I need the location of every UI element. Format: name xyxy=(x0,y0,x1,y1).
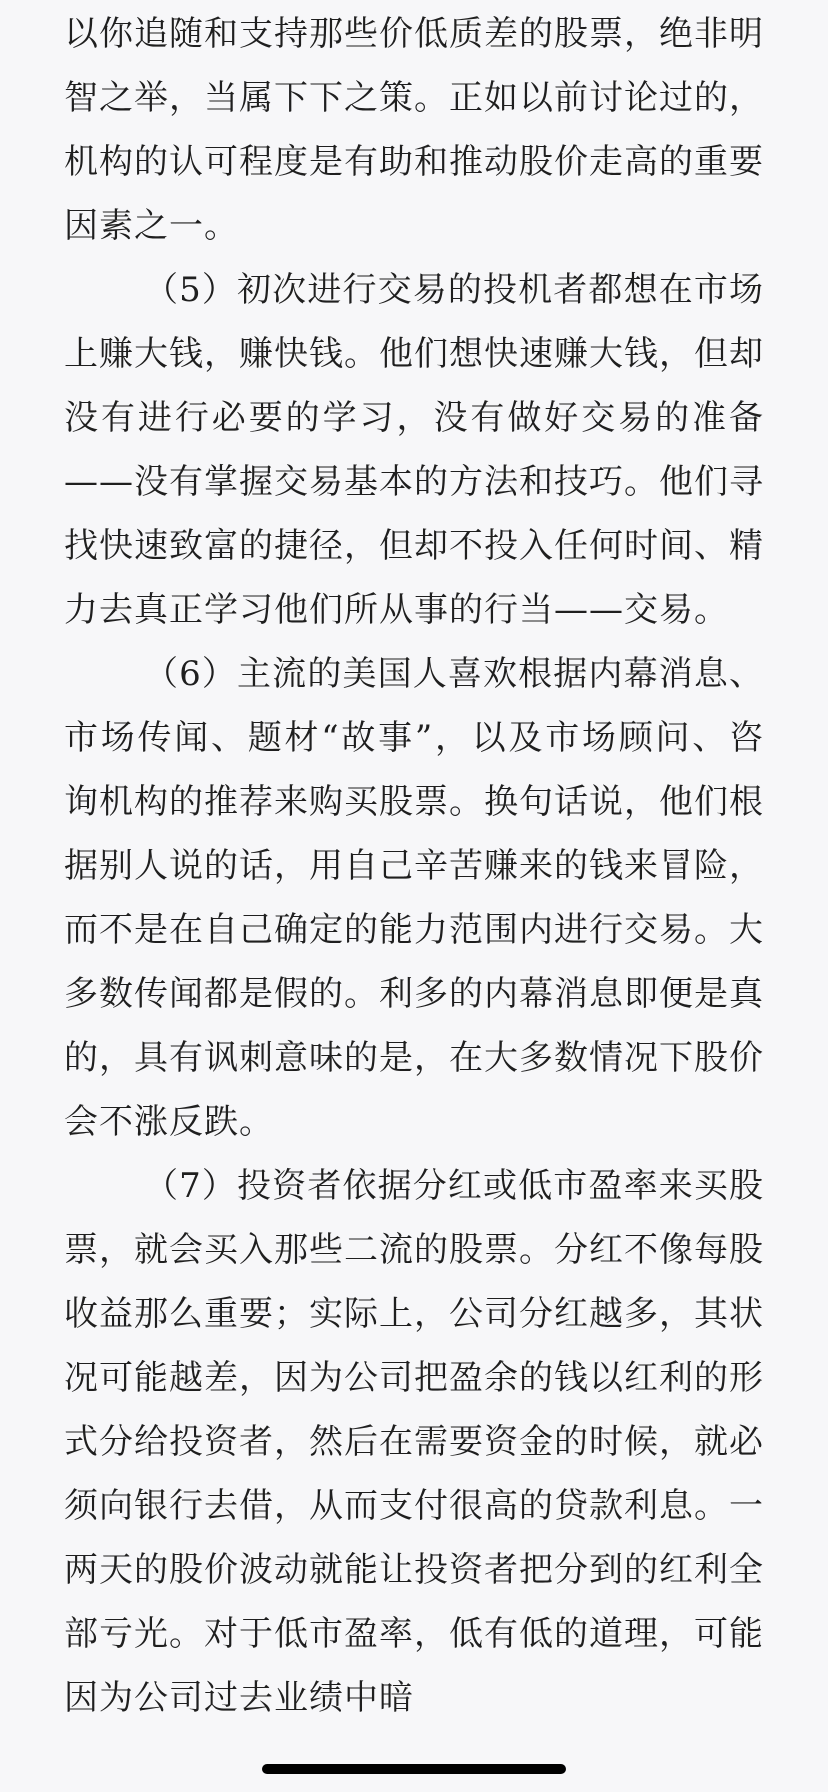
home-indicator[interactable] xyxy=(262,1764,566,1774)
paragraph-item-7: （7）投资者依据分红或低市盈率来买股票，就会买入那些二流的股票。分红不像每股收益那么重要；实际上，公司分红越多，其状况可能越差，因为公司把盈余的钱以红利的形式分给投资者，然后在需要资金的时候，就必须向银行去借，从而支付很高的贷款利息。一两天的股价波动就能让投资者把分到的红利全部亏光。对于低市盈率，低有低的道理，可能因为公司过去业绩中暗 xyxy=(64,1166,764,1718)
text-body xyxy=(64,2,764,1730)
paragraph-item-6: （6）主流的美国人喜欢根据内幕消息、市场传闻、题材“故事”，以及市场顾问、咨询机构的推荐来购买股票。换句话说，他们根据别人说的话，用自己辛苦赚来的钱来冒险，而不是在自己确定的能力范围内进行交易。大多数传闻都是假的。利多的内幕消息即便是真的，具有讽刺意味的是，在大多数情况下股价会不涨反跌。 xyxy=(64,654,764,1142)
paragraph-item-5: （5）初次进行交易的投机者都想在市场上赚大钱，赚快钱。他们想快速赚大钱，但却没有进行必要的学习，没有做好交易的准备——没有掌握交易基本的方法和技巧。他们寻找快速致富的捷径，但却不投入任何时间、精力去真正学习他们所从事的行当——交易。 xyxy=(64,270,764,630)
paragraph-intro: 以你追随和支持那些价低质差的股票，绝非明智之举，当属下下之策。正如以前讨论过的，机构的认可程度是有助和推动股价走高的重要因素之一。 xyxy=(64,14,764,246)
